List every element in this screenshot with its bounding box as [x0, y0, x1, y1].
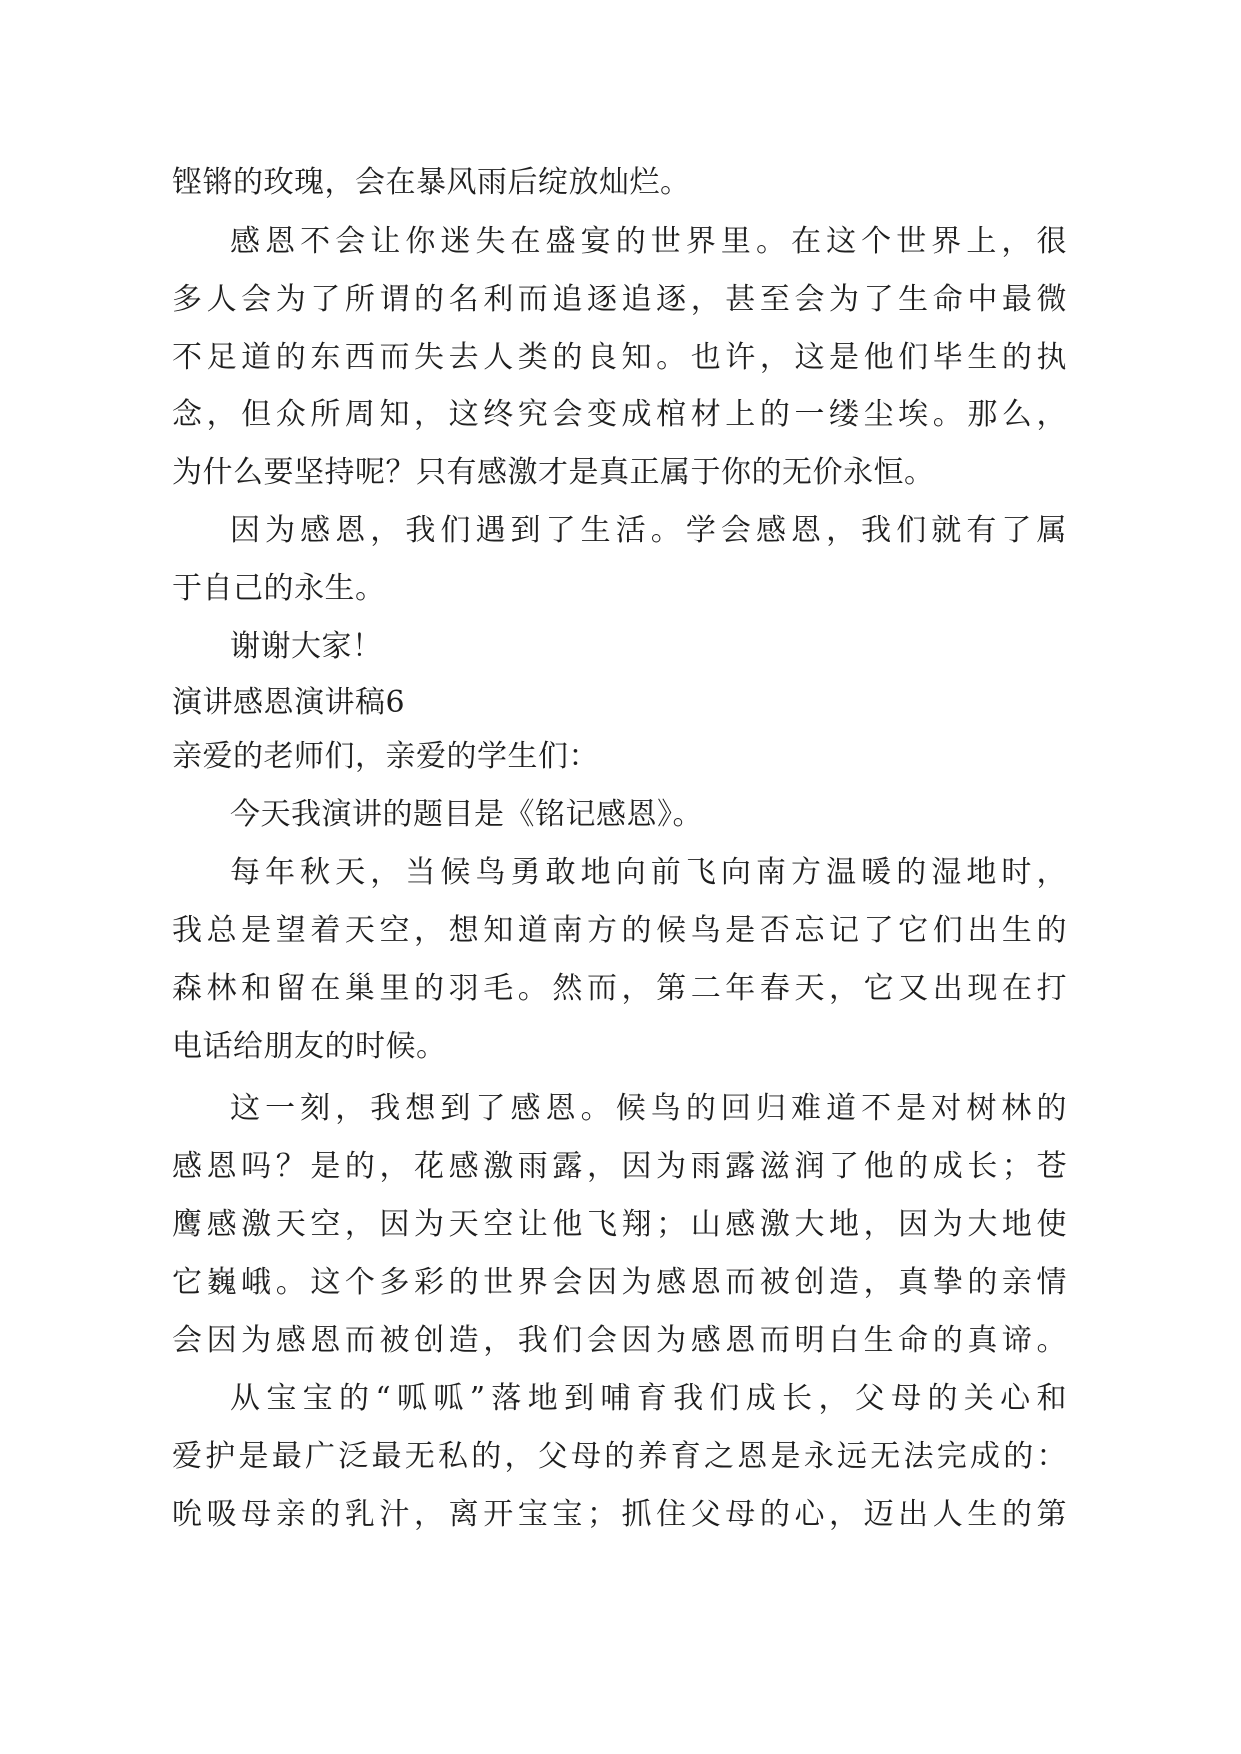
- text-line: 它巍峨。这个多彩的世界会因为感恩而被创造，真挚的亲情: [172, 1265, 1067, 1300]
- text-line: 鹰感激天空，因为天空让他飞翔；山感激大地，因为大地使: [172, 1207, 1067, 1242]
- paragraph-first-line: 每年秋天，当候鸟勇敢地向前飞向南方温暖的湿地时，: [230, 855, 1067, 890]
- text-line: 感恩吗？是的，花感激雨露，因为雨露滋润了他的成长；苍: [172, 1149, 1067, 1184]
- text-line: 我总是望着天空，想知道南方的候鸟是否忘记了它们出生的: [172, 913, 1067, 948]
- text-line: 会因为感恩而被创造，我们会因为感恩而明白生命的真谛。: [172, 1323, 1067, 1358]
- text-line: 电话给朋友的时候。: [172, 1029, 447, 1064]
- text-line: 吮吸母亲的乳汁，离开宝宝；抓住父母的心，迈出人生的第: [172, 1497, 1067, 1532]
- text-line: 铿锵的玫瑰，会在暴风雨后绽放灿烂。: [172, 165, 691, 200]
- salutation-line: 亲爱的老师们，亲爱的学生们：: [172, 739, 599, 774]
- text-line: 为什么要坚持呢？只有感激才是真正属于你的无价永恒。: [172, 455, 935, 490]
- text-line: 爱护是最广泛最无私的，父母的养育之恩是永远无法完成的：: [172, 1439, 1067, 1474]
- closing-line: 谢谢大家！: [230, 629, 383, 664]
- paragraph-first-line: 这一刻，我想到了感恩。候鸟的回归难道不是对树林的: [230, 1091, 1067, 1126]
- text-line: 于自己的永生。: [172, 571, 386, 606]
- text-line: 不足道的东西而失去人类的良知。也许，这是他们毕生的执: [172, 340, 1067, 375]
- paragraph-first-line: 因为感恩，我们遇到了生活。学会感恩，我们就有了属: [230, 513, 1067, 548]
- paragraph-first-line: 感恩不会让你迷失在盛宴的世界里。在这个世界上，很: [230, 224, 1067, 259]
- text-line: 森林和留在巢里的羽毛。然而，第二年春天，它又出现在打: [172, 971, 1067, 1006]
- section-title: 演讲感恩演讲稿6: [172, 685, 406, 720]
- paragraph-first-line: 从宝宝的“呱呱”落地到哺育我们成长，父母的关心和: [230, 1381, 1067, 1416]
- paragraph-first-line: 今天我演讲的题目是《铭记感恩》。: [230, 797, 703, 832]
- text-line: 念，但众所周知，这终究会变成棺材上的一缕尘埃。那么，: [172, 397, 1067, 432]
- text-line: 多人会为了所谓的名利而追逐追逐，甚至会为了生命中最微: [172, 282, 1067, 317]
